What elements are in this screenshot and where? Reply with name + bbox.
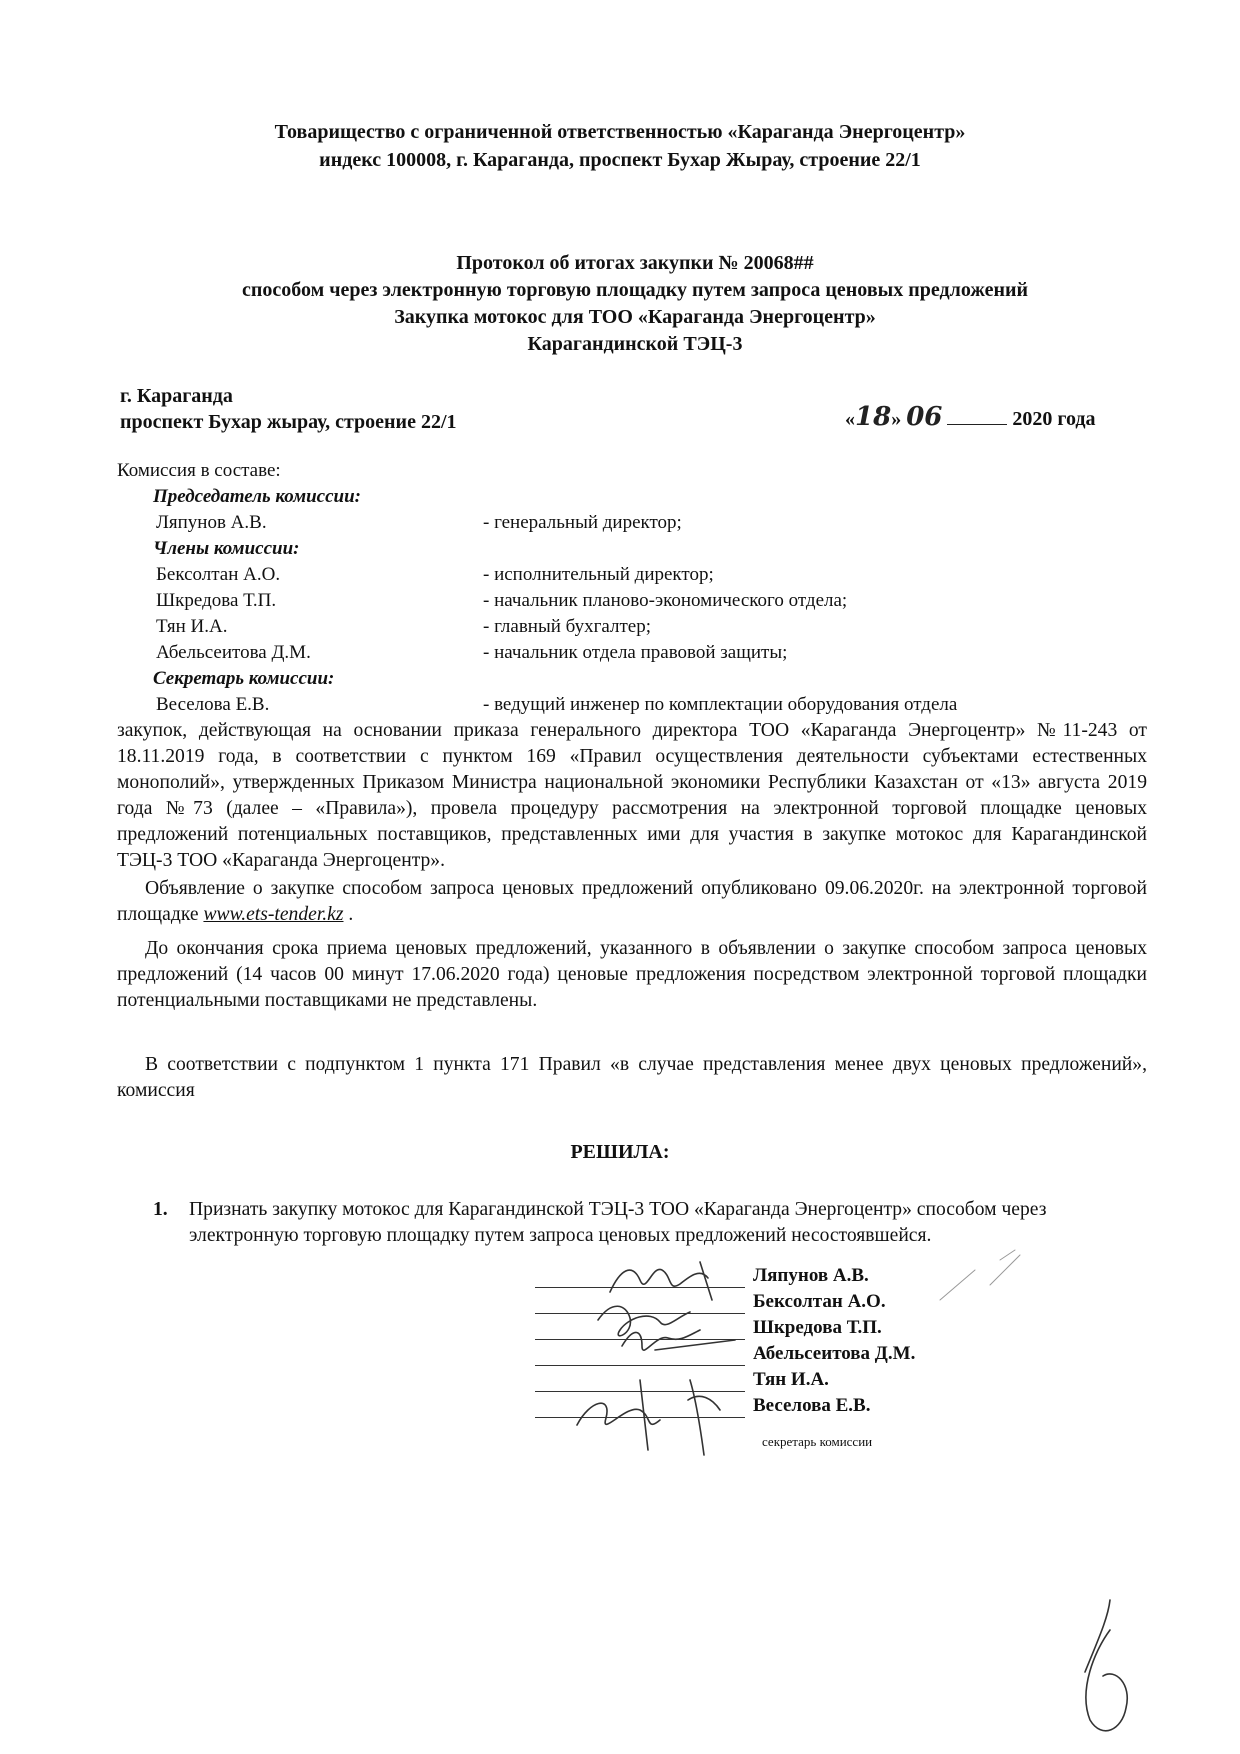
city: г. Караганда: [120, 385, 233, 407]
address: проспект Бухар жырау, строение 22/1: [120, 411, 457, 433]
date-year: 2020 года: [1012, 408, 1096, 430]
paragraph-rule-reference: В соответствии с подпунктом 1 пункта 171 Правил «в случае представления менее двух ценовых предложений», комиссия: [117, 1054, 1147, 1101]
commission-intro: Комиссия в составе:: [117, 460, 281, 481]
title-line-2: способом через электронную торговую площадку путем запроса ценовых предложений: [241, 279, 1029, 301]
signature-lyapunov: [610, 1262, 712, 1300]
decision-item-number: 1.: [153, 1199, 168, 1220]
signatory-name: Веселова Е.В.: [753, 1395, 871, 1416]
member-name: Тян И.А.: [156, 616, 228, 637]
org-address: индекс 100008, г. Караганда, проспект Бухар Жырау, строение 22/1: [319, 149, 921, 171]
title-line-3: Закупка мотокос для ТОО «Караганда Энергоцентр»: [394, 306, 876, 328]
date-quote-open: «: [845, 408, 855, 430]
member-name: Бексолтан А.О.: [156, 564, 281, 585]
signature-tyan: [577, 1380, 660, 1450]
member-position: - главный бухгалтер;: [483, 616, 651, 637]
signatory-name: Шкредова Т.П.: [753, 1317, 882, 1338]
member-name: Шкредова Т.П.: [156, 590, 277, 611]
member-name: Ляпунов А.В.: [156, 512, 267, 533]
members-label: Члены комиссии:: [153, 538, 300, 559]
signatory-name: Бексолтан А.О.: [753, 1291, 886, 1312]
member-position: - начальник отдела правовой защиты;: [483, 642, 788, 663]
date-day: 18: [855, 402, 892, 432]
paragraph-no-offers: До окончания срока приема ценовых предложений, указанного в объявлении о закупке способом запроса ценовых предложений (14 часов 00 минут 17.06.2020 года) ценовые предложения посредством электронной торговой площадки потенциальными поставщиками не представлены.: [117, 938, 1147, 1011]
org-name: Товарищество с ограниченной ответственностью «Караганда Энергоцентр»: [274, 121, 966, 143]
date-month: 06: [906, 402, 943, 432]
chair-label: Председатель комиссии:: [153, 486, 361, 507]
date-quote-close: »: [891, 408, 902, 430]
decision-item-text: Признать закупку мотокос для Карагандинской ТЭЦ-3 ТОО «Караганда Энергоцентр» способом через электронную торговую площадку путем запроса ценовых предложений несостоявшейся.: [189, 1199, 1047, 1246]
secretary-label: Секретарь комиссии:: [153, 668, 335, 689]
title-line-1: Протокол об итогах закупки № 20068##: [456, 252, 814, 274]
signature-beksoltan: [598, 1306, 690, 1336]
pen-mark-right: [940, 1250, 1020, 1300]
secretary-note: секретарь комиссии: [762, 1434, 873, 1449]
member-name: Абельсеитова Д.М.: [156, 642, 311, 663]
signatory-name: Абельсеитова Д.М.: [753, 1343, 916, 1364]
member-position: - ведущий инженер по комплектации оборудования отдела: [483, 694, 958, 715]
member-position: - начальник планово-экономического отдела;: [483, 590, 848, 611]
signature-veselova: [688, 1380, 720, 1455]
member-position: - исполнительный директор;: [483, 564, 714, 585]
decision-heading: РЕШИЛА:: [570, 1141, 670, 1163]
page-initial-mark: [1085, 1600, 1127, 1731]
member-position: - генеральный директор;: [483, 512, 682, 533]
paragraph-commission-basis: закупок, действующая на основании приказа генерального директора ТОО «Караганда Энергоцентр» №11-243 от 18.11.2019 года, в соответствии с пунктом 169 «Правил осуществления деятельности субъектами естественных монополий», утвержденных Приказом Министра национальной экономики Республики Казахстан от «13» августа 2019 года №73 (далее – «Правила»), провела процедуру рассмотрения на электронной торговой площадке ценовых предложений потенциальных поставщиков, представленных ими для участия в закупке мотокос для Карагандинской ТЭЦ-3 ТОО «Караганда Энергоцентр».: [117, 720, 1147, 871]
signature-shkredova: [622, 1330, 735, 1350]
paragraph-announcement: Объявление о закупке способом запроса ценовых предложений опубликовано 09.06.2020г. на электронной торговой площадке www.ets-tender.kz .: [117, 878, 1147, 925]
title-line-4: Карагандинской ТЭЦ-3: [527, 333, 743, 355]
member-name: Веселова Е.В.: [156, 694, 270, 715]
signatory-name: Тян И.А.: [753, 1369, 829, 1390]
signatory-name: Ляпунов А.В.: [753, 1265, 869, 1286]
tender-site-link[interactable]: www.ets-tender.kz: [203, 904, 344, 925]
